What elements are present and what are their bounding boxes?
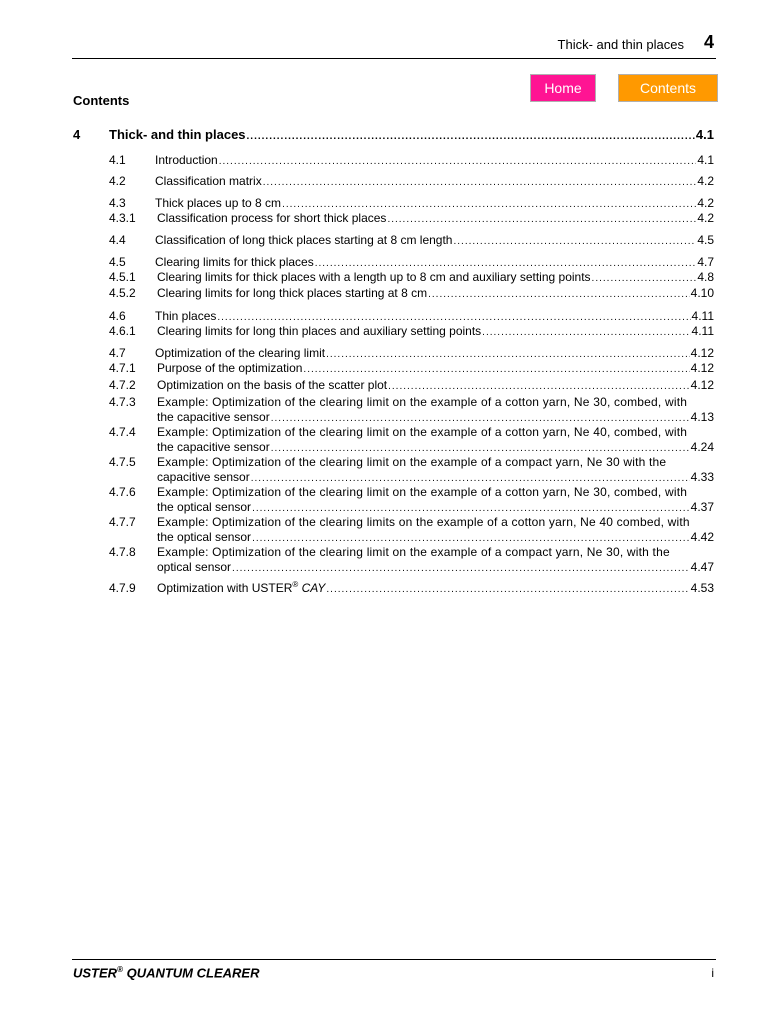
toc-entry-number: 4.7.5 xyxy=(109,455,136,469)
toc-entry-title: Classification of long thick places starting at 8 cm length xyxy=(155,233,453,247)
toc-entry-page: 4.2 xyxy=(697,211,714,225)
toc-leader xyxy=(271,441,690,456)
toc-entry-4-7-2[interactable] xyxy=(109,378,714,394)
footer-product: QUANTUM CLEARER xyxy=(122,965,260,981)
toc-entry-title: Optimization with USTER® CAY xyxy=(157,580,326,595)
toc-leader xyxy=(247,131,695,142)
footer-page-number: i xyxy=(711,966,714,980)
toc-entry-page: 4.53 xyxy=(690,581,714,595)
toc-entry-number: 4.7.3 xyxy=(109,395,136,409)
toc-entry-4-6-1[interactable] xyxy=(109,324,714,340)
toc-entry-4-3[interactable] xyxy=(109,196,714,212)
toc-entry-number: 4.7 xyxy=(109,346,126,360)
contents-heading: Contents xyxy=(73,93,130,108)
header-title: Thick- and thin places xyxy=(557,37,684,52)
toc-entry-number: 4.4 xyxy=(109,233,126,247)
toc-entry-page: 4.8 xyxy=(697,270,714,284)
toc-entry-4-4[interactable] xyxy=(109,233,714,249)
toc-entry-number: 4.1 xyxy=(109,153,126,167)
toc-entry-number: 4.7.7 xyxy=(109,515,136,529)
toc-entry-number: 4.7.4 xyxy=(109,425,136,439)
toc-entry-page: 4.12 xyxy=(690,378,714,392)
toc-entry-page: 4.7 xyxy=(697,255,714,269)
toc-entry-number: 4.7.8 xyxy=(109,545,136,559)
toc-entry-number: 4.7.6 xyxy=(109,485,136,499)
toc-entry-title-cont: the optical sensor xyxy=(157,530,252,544)
toc-chapter-title: Thick- and thin places xyxy=(109,127,246,142)
toc-entry-title: Example: Optimization of the clearing limit on the example of a compact yarn, Ne 30, with the xyxy=(157,545,670,559)
toc-entry-4-5[interactable] xyxy=(109,255,714,271)
toc-entry-page: 4.12 xyxy=(690,361,714,375)
toc-entry-number: 4.5.1 xyxy=(109,270,136,284)
toc-entry-title-italic: CAY xyxy=(298,581,326,595)
toc-leader xyxy=(592,271,697,286)
contents-button[interactable]: Contents xyxy=(618,74,718,102)
toc-entry-4-3-1[interactable] xyxy=(109,211,714,227)
toc-entry-title: Example: Optimization of the clearing limit on the example of a compact yarn, Ne 30 with the xyxy=(157,455,667,469)
toc-entry-page: 4.1 xyxy=(697,153,714,167)
toc-entry-page: 4.12 xyxy=(690,346,714,360)
toc-entry-number: 4.6 xyxy=(109,309,126,323)
toc-leader xyxy=(263,175,697,190)
toc-leader xyxy=(271,411,690,426)
toc-leader xyxy=(232,561,690,576)
toc-entry-4-5-2[interactable] xyxy=(109,286,714,302)
toc-entry-title: Classification matrix xyxy=(155,174,262,188)
toc-entry-page: 4.10 xyxy=(690,286,714,300)
toc-entry-number: 4.7.9 xyxy=(109,581,136,595)
home-button[interactable]: Home xyxy=(530,74,596,102)
toc-entry-title: Optimization on the basis of the scatter plot xyxy=(157,378,388,392)
toc-chapter-number: 4 xyxy=(73,127,81,142)
toc-chapter-entry[interactable] xyxy=(73,127,714,142)
toc-entry-title: Example: Optimization of the clearing limit on the example of a cotton yarn, Ne 30, combed, with xyxy=(157,485,688,499)
toc-entry-page: 4.11 xyxy=(691,324,714,338)
toc-leader xyxy=(217,310,690,325)
toc-leader xyxy=(326,582,689,597)
toc-entry-4-2[interactable] xyxy=(109,174,714,190)
toc-entry-title: Example: Optimization of the clearing limit on the example of a cotton yarn, Ne 30, combed, with xyxy=(157,395,688,409)
registered-mark: ® xyxy=(292,580,299,589)
header-divider xyxy=(72,58,716,59)
registered-mark: ® xyxy=(117,965,123,974)
toc-entry-title: Clearing limits for thick places with a length up to 8 cm and auxiliary setting points xyxy=(157,270,591,284)
toc-leader xyxy=(303,362,689,377)
toc-entry-page: 4.24 xyxy=(690,440,714,454)
toc-entry-number: 4.5.2 xyxy=(109,286,136,300)
toc-entry-page: 4.5 xyxy=(697,233,714,247)
toc-entry-title-cont: capacitive sensor xyxy=(157,470,250,484)
footer-brand: USTER® QUANTUM CLEARER xyxy=(73,965,260,981)
toc-entry-title: Example: Optimization of the clearing limits on the example of a cotton yarn, Ne 40 combed, with xyxy=(157,515,690,529)
toc-leader xyxy=(219,154,697,169)
chapter-number: 4 xyxy=(703,32,714,52)
toc-entry-page: 4.37 xyxy=(690,500,714,514)
toc-leader xyxy=(482,325,690,340)
toc-entry-4-7[interactable] xyxy=(109,346,714,362)
toc-entry-number: 4.3 xyxy=(109,196,126,210)
toc-entry-4-6[interactable] xyxy=(109,309,714,325)
toc-entry-number: 4.5 xyxy=(109,255,126,269)
toc-entry-title: Thin places xyxy=(155,309,217,323)
toc-entry-number: 4.7.1 xyxy=(109,361,136,375)
toc-entry-4-1[interactable] xyxy=(109,153,714,169)
toc-entry-title: Introduction xyxy=(155,153,218,167)
toc-entry-title: Optimization of the clearing limit xyxy=(155,346,326,360)
toc-entry-4-7-9[interactable] xyxy=(109,577,714,597)
toc-leader xyxy=(251,471,690,486)
toc-entry-title: Purpose of the optimization xyxy=(157,361,303,375)
toc-entry-page: 4.33 xyxy=(690,470,714,484)
toc-entry-number: 4.3.1 xyxy=(109,211,136,225)
toc-entry-title-cont: the capacitive sensor xyxy=(157,440,270,454)
toc-entry-title: Thick places up to 8 cm xyxy=(155,196,282,210)
toc-entry-title: Clearing limits for thick places xyxy=(155,255,314,269)
toc-entry-number: 4.6.1 xyxy=(109,324,136,338)
footer-divider xyxy=(72,959,716,960)
toc-entry-title: Clearing limits for long thick places starting at 8 cm xyxy=(157,286,428,300)
toc-leader xyxy=(388,379,690,394)
toc-entry-number: 4.7.2 xyxy=(109,378,136,392)
toc-entry-title: Example: Optimization of the clearing limit on the example of a cotton yarn, Ne 40, combed, with xyxy=(157,425,688,439)
toc-leader xyxy=(252,501,690,516)
toc-entry-title-cont: the optical sensor xyxy=(157,500,252,514)
toc-entry-number: 4.2 xyxy=(109,174,126,188)
toc-leader xyxy=(428,287,690,302)
toc-leader xyxy=(282,197,696,212)
toc-leader xyxy=(387,212,696,227)
toc-leader xyxy=(315,256,697,271)
toc-entry-4-7-1[interactable] xyxy=(109,361,714,377)
toc-leader xyxy=(453,234,696,249)
toc-entry-page: 4.13 xyxy=(690,410,714,424)
toc-entry-title-cont: the capacitive sensor xyxy=(157,410,270,424)
toc-entry-title: Clearing limits for long thin places and auxiliary setting points xyxy=(157,324,482,338)
toc-entry-title: Classification process for short thick places xyxy=(157,211,387,225)
toc-entry-page: 4.2 xyxy=(697,196,714,210)
toc-entry-title-cont: optical sensor xyxy=(157,560,232,574)
toc-leader xyxy=(252,531,690,546)
toc-entry-page: 4.11 xyxy=(691,309,714,323)
toc-chapter-page: 4.1 xyxy=(695,127,714,142)
toc-entry-page: 4.47 xyxy=(690,560,714,574)
toc-entry-page: 4.42 xyxy=(690,530,714,544)
toc-leader xyxy=(326,347,690,362)
toc-entry-4-5-1[interactable] xyxy=(109,270,714,286)
toc-entry-page: 4.2 xyxy=(697,174,714,188)
